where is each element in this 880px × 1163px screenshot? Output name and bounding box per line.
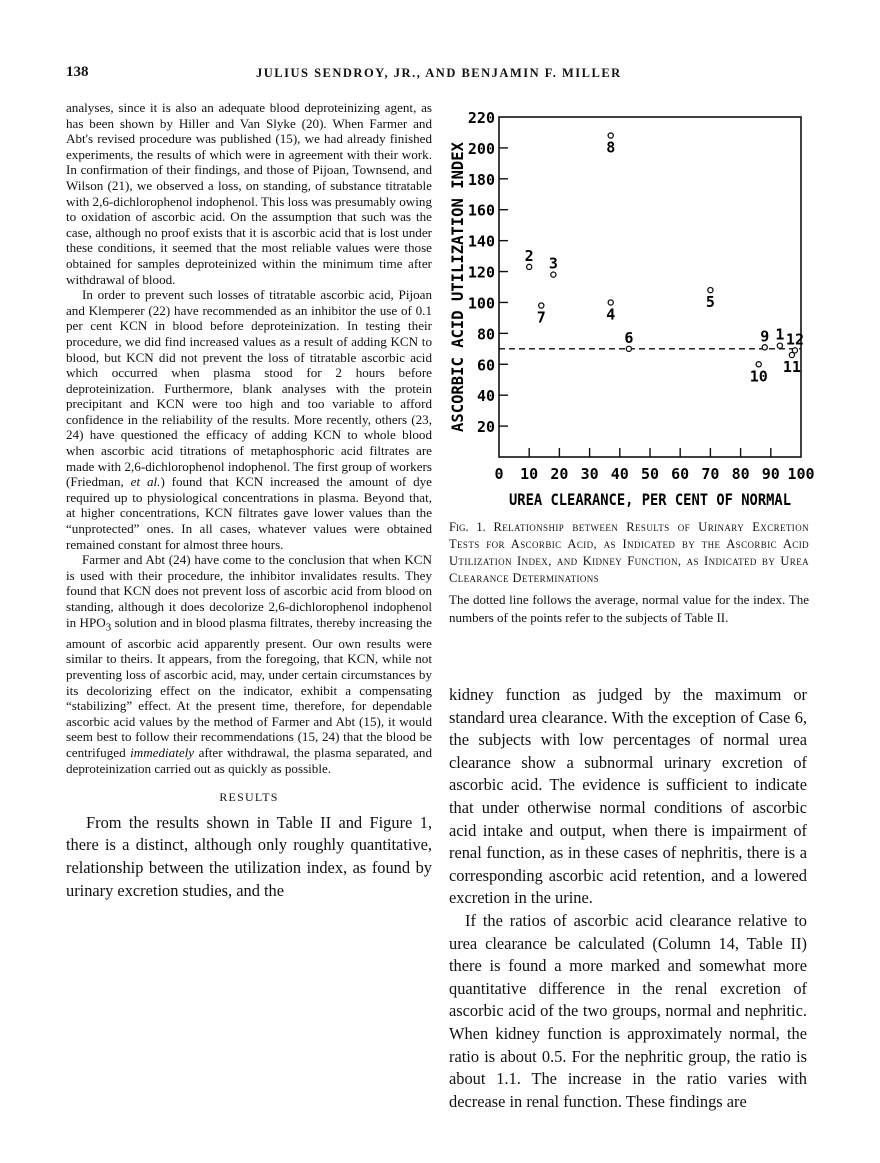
point-label: 9 xyxy=(760,327,770,346)
x-tick-label: 90 xyxy=(761,465,780,483)
x-tick-label: 40 xyxy=(610,465,629,483)
point-label: 5 xyxy=(705,293,715,312)
data-point xyxy=(608,133,613,138)
figure-1 xyxy=(446,103,816,513)
paragraph-farmer-abt xyxy=(66,552,432,776)
data-point xyxy=(756,362,761,367)
y-tick-label: 220 xyxy=(467,109,495,127)
paragraph-results: From the results shown in Table II and Figure 1, there is a distinct, although only roughly quantitative, relationship between the utilization index, as found by urinary excretion studies, and the xyxy=(66,812,432,900)
data-point xyxy=(626,346,631,351)
data-point xyxy=(708,287,713,292)
data-point xyxy=(792,348,797,353)
data-point xyxy=(551,272,556,277)
right-column xyxy=(449,684,807,1113)
point-label: 2 xyxy=(524,246,534,265)
y-tick-label: 160 xyxy=(467,201,495,220)
plot-frame xyxy=(499,117,801,457)
paragraph-kcn-intro: analyses, since it is also an adequate blood deproteinizing agent, as has been shown by Hiller and Van Slyke (20). When Farmer and Abt's revised procedure was published (15), we had already finished experiments, the results of which were in agreement with their work. In confirmation of their findings, and those of Pijoan, Townsend, and Wilson (21), we observed a loss, on standing, of substance titratable with 2,6-dichlorophenol indophenol. This loss was presumably owing to oxidation of ascorbic acid. On the assumption that such was the case, although no proof exists that it is ascorbic acid that is lost under these conditions, it seemed that the most reliable values were those obtained for samples deproteinized within the minimum time after withdrawal of blood. xyxy=(66,100,432,287)
data-point xyxy=(777,343,782,348)
x-tick-label: 60 xyxy=(671,465,690,483)
x-axis-label: UREA CLEARANCE, PER CENT OF NORMAL xyxy=(509,490,791,509)
text-run: after withdrawal, the plasma separated, and deproteinization carried out as quickly as possible. xyxy=(66,744,432,776)
point-label: 12 xyxy=(785,330,804,349)
x-tick-label: 10 xyxy=(520,465,539,483)
x-tick-label: 70 xyxy=(701,465,720,483)
text-run: In order to prevent such losses of titratable ascorbic acid, Pijoan and Klemperer (22) have recommended as an inhibitor the use of 0.1 per cent KCN in blood before deproteinization. In testing their procedure, we did find increased values as a result of adding KCN to blood, but KCN did not prevent the loss of titratable ascorbic acid which occurred when plasma stood for 2 hours before deproteinization. Furthermore, blank analyses with the protein precipitant and KCN were too high and too variable to afford confidence in the reliability of the results. More recently, others (23, 24) have questioned the efficacy of adding KCN to whole blood when ascorbic acid titrations of metaphosphoric acid filtrates are made with 2,6-dichlorophenol indophenol. The first group of workers (Friedman, xyxy=(66,287,432,490)
point-label: 3 xyxy=(548,254,558,273)
text-run: ) found that KCN increased the amount of dye required up to physiological concentrations in plasma. Beyond that, at higher concentrations, KCN filtrates gave lower values than the “unprotected” ones. In all cases, whatever values were obtained remained constant for almost three hours. xyxy=(66,474,432,552)
figure-caption xyxy=(449,519,809,626)
paragraph-kidney-function: kidney function as judged by the maximum or standard urea clearance. With the exception of Case 6, the subjects with low percentages of normal urea clearance show a subnormal urinary excretion of ascorbic acid. The evidence is sufficient to indicate that under otherwise normal conditions of ascorbic acid intake and output, when there is impairment of renal function, as in these cases of nephritis, there is a corresponding ascorbic acid retention, and a lowered excretion in the urine. xyxy=(449,685,807,908)
x-tick-label: 20 xyxy=(550,465,569,483)
y-tick-label: 40 xyxy=(476,387,495,406)
y-tick-label: 180 xyxy=(467,170,495,189)
data-point xyxy=(762,345,767,350)
left-column xyxy=(66,100,432,902)
running-title: JULIUS SENDROY, JR., AND BENJAMIN F. MILLER xyxy=(256,66,622,80)
x-tick-label: 30 xyxy=(580,465,599,483)
data-point xyxy=(539,303,544,308)
text-run: Farmer and Abt (24) have come to the conclusion that when KCN is used with their procedure, the inhibitor invalidates results. They found that KCN does not prevent loss of ascorbic acid from blood on standing, although it does decolorize 2,6-dichlorophenol indophenol in HPO xyxy=(66,552,432,630)
data-point xyxy=(527,264,532,269)
y-tick-label: 100 xyxy=(467,294,495,313)
x-tick-label: 100 xyxy=(787,465,815,483)
paragraph-kcn-inhibitor xyxy=(66,287,432,552)
x-tick-label: 80 xyxy=(731,465,750,483)
caption-title: Relationship between Results of Urinary Excretion Tests for Ascorbic Acid, as Indicated by the Ascorbic Acid Utilization Index, and Kidney Function, as Indicated by Urea Clearance Determinations xyxy=(449,520,810,585)
caption-note: The dotted line follows the average, normal value for the index. The numbers of the points refer to the subjects of Table II. xyxy=(449,592,809,625)
caption-title-block xyxy=(449,519,809,587)
y-axis-label: ASCORBIC ACID UTILIZATION INDEX xyxy=(448,133,467,432)
scatter-chart xyxy=(446,103,816,513)
point-label: 8 xyxy=(606,138,616,157)
x-tick-label: 0 xyxy=(494,465,504,483)
point-label: 11 xyxy=(782,358,801,376)
paragraph-clearance-ratio: If the ratios of ascorbic acid clearance relative to urea clearance be calculated (Column 14, Table II) there is found a more marked and somewhat more quantitative difference in the renal excretion of ascorbic acid of the two groups, normal and nephritic. When kidney function is approximately normal, the ratio is about 0.5. For the nephritic group, the ratio is about 1.1. The increase in the ratio varies with decrease in renal function. These findings are xyxy=(449,910,807,1111)
y-tick-label: 80 xyxy=(476,325,495,344)
subscript: 3 xyxy=(105,621,112,634)
x-tick-label: 50 xyxy=(640,465,660,483)
point-label: 4 xyxy=(606,305,616,324)
point-label: 1 xyxy=(775,325,785,344)
caption-label: Fig. 1. xyxy=(449,520,486,534)
point-label: 7 xyxy=(536,308,546,327)
text-run: solution and in blood plasma filtrates, thereby increasing the amount of ascorbic acid apparently present. Our own results were similar to theirs. It appears, from the foregoing, that KCN, while not preventing loss of ascorbic acid, may, under certain circumstances by its decolorizing effect on the indicator, exhibit a compensating “stabilizing” effect. At the present time, therefore, for dependable ascorbic acid values by the method of Farmer and Abt (15), it would seem best to follow their recommendations (15, 24) that the blood be centrifuged xyxy=(66,614,432,760)
page-number: 138 xyxy=(66,64,89,80)
data-point xyxy=(608,300,613,305)
y-tick-label: 20 xyxy=(476,418,495,437)
point-label: 10 xyxy=(749,367,768,386)
y-tick-label: 200 xyxy=(467,139,495,158)
section-heading-results: RESULTS xyxy=(219,790,279,805)
y-tick-label: 120 xyxy=(467,263,495,282)
text-run-italic: et al. xyxy=(130,474,161,490)
text-run-italic: immediately xyxy=(130,744,195,760)
y-tick-label: 60 xyxy=(476,356,495,375)
point-label: 6 xyxy=(624,328,634,347)
y-tick-label: 140 xyxy=(467,232,495,251)
